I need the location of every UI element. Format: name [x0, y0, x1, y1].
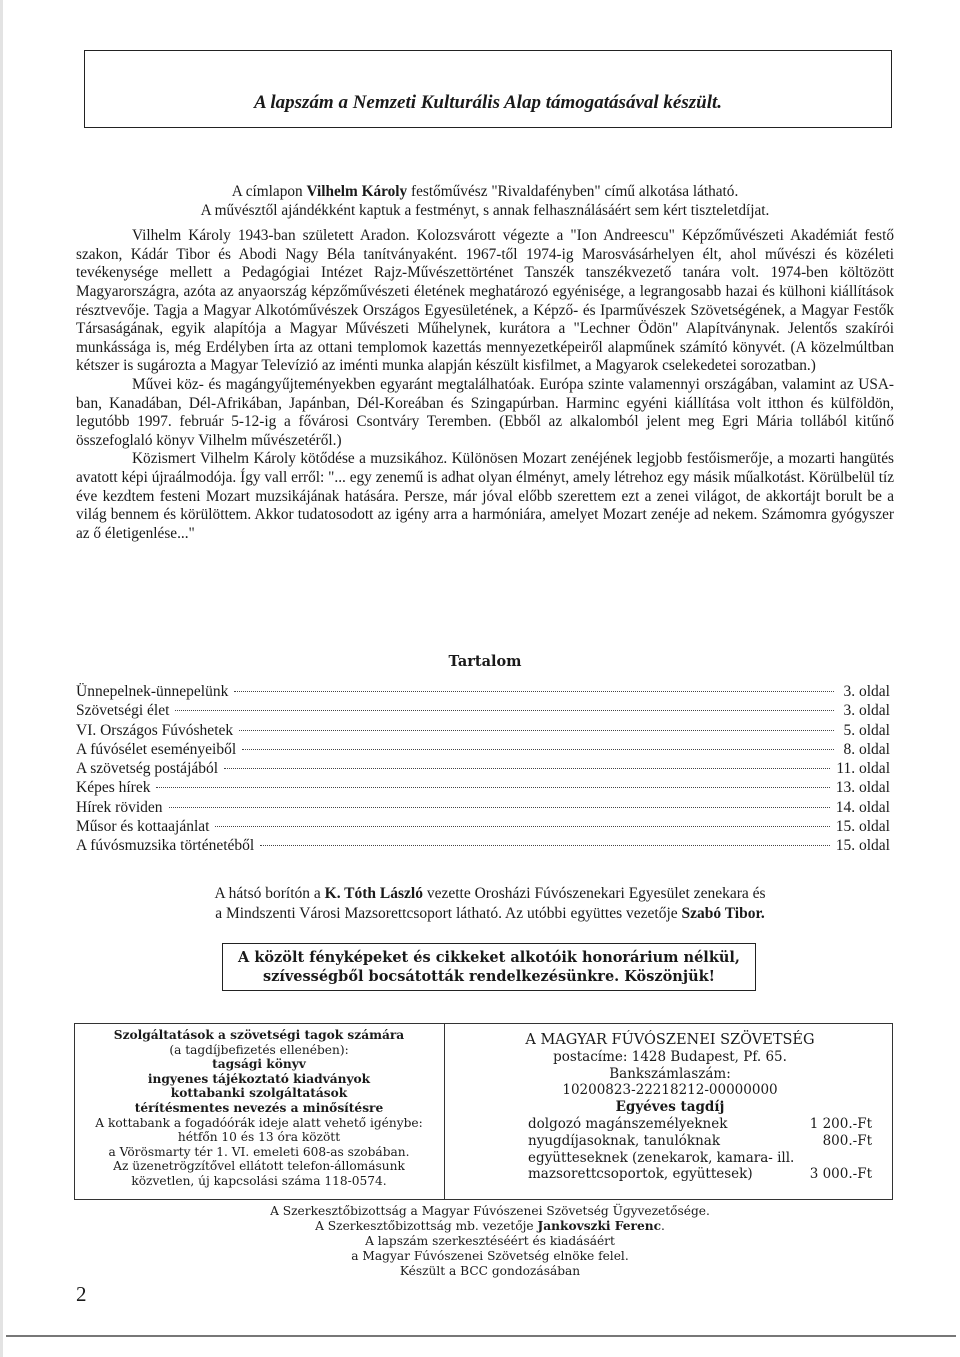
cover-line	[76, 183, 894, 202]
association-panel: A MAGYAR FÚVÓSZENEI SZÖVETSÉG postacíme: 1428 Budapest, Pf. 65. Bankszámlaszám: 10200823-22218212-00000000 Egyéves tagdíj dolgozó magánszemélyeknek 1 200.-Ft nyugdíjasoknak, tanulóknak 800.-Ft együtteseknek (zenekarok, kamara- ill. mazsorettcsoportok, együttesek) 3 000.-Ft	[450, 1032, 890, 1183]
toc-row[interactable]: VI. Országos Fúvóshetek 5. oldal	[76, 721, 890, 739]
scan-edge	[0, 0, 3, 1357]
fee-title: Egyéves tagdíj	[615, 1099, 725, 1116]
toc-row[interactable]: A szövetség postájából 11. oldal	[76, 760, 890, 778]
headline: A lapszám a Nemzeti Kulturális Alap támogatásával készült.	[253, 92, 723, 113]
bank-account: 10200823-22218212-00000000	[562, 1082, 778, 1099]
conductor-name: K. Tóth László	[324, 885, 423, 902]
artist-name: Vilhelm Károly	[306, 183, 408, 200]
toc-row[interactable]: Ünnepelnek-ünnepelünk 3. oldal	[76, 683, 890, 700]
thanks-notice: A közölt fényképeket és cikkeket alkotóik honorárium nélkül, szívességből bocsátották rendelkezésünkre. Köszönjük!	[222, 943, 756, 991]
toc-row[interactable]: Műsor és kottaajánlat 15. oldal	[76, 818, 890, 836]
fee-row: mazsorettcsoportok, együttesek) 3 000.-Ft	[528, 1166, 872, 1183]
service-item: kottabanki szolgáltatások	[170, 1086, 348, 1101]
toc-row[interactable]: Szövetségi élet 3. oldal	[76, 702, 890, 720]
editor-name: Jankovszki Ferenc	[537, 1219, 661, 1233]
back-cover-note: A hátsó borítón a K. Tóth László vezette Orosházi Fúvószenekari Egyesület zenekara és a Mindszenti Városi Mazsorettcsoport látható. Az utóbbi együttes vezetője Szabó Tibor.	[214, 885, 766, 922]
bio-paragraph: Vilhelm Károly 1943-ban született Aradon. Kolozsvárott végezte a "Ion Andreescu" Képzőművészeti Akadémiát festő szakon, Kádár Tibor és Abodi Nagy Béla tanítványaként. 1967-től 1974-ig Marosvásárhelyen élt, ahol művészi és közéleti tevékenysége mellett a Pedagógiai Intézet Rajz-Művészettörténet Tanszék tanszékvezető tanára volt. 1974-ben költözött Magyarországra, azóta az anyaország képzőművészeti életének meghatározó egyénisége, a legrangosabb hazai és külhoni kiállítások résztvevője. Tagja a Magyar Alkotóművészek Országos Egyesületének, a Képző- és Iparművészek Szövetségének, a Magyar Festők Társaságának, egyik alapítója a Magyar Művészeti Műhelynek, kurátora a "Lechner Ödön" Alapítványnak. Jelentős szakírói munkássága is, még Erdélyben írta az ottani templomok kazettás mennyezetképeiről alapműnek számító könyvét. (A közelmúltban kétszer is sugározta a Magyar Televízió az iménti munka alapján készült kisfilmet, a Magyarok cselekedetei sorozatban.)	[76, 227, 894, 375]
fee-row: dolgozó magánszemélyeknek 1 200.-Ft	[528, 1115, 872, 1132]
services-panel: Szolgáltatások a szövetségi tagok számára (a tagdíjbefizetés ellenében): tagsági könyv ingyenes tájékoztató kiadványok kottabanki szolgáltatások térítésmentes nevezés a minősítésre A kottabank a fogadóórák ideje alatt vehető igénybe: hétfőn 10 és 13 óra között a Vörösmarty tér 1. VI. emeleti 608-as szobában. Az üzenetrögzítővel ellátott telefon-állomásunk közvetlen, új kapcsolási száma 118-0574.	[78, 1028, 440, 1189]
toc-title: Tartalom	[448, 653, 522, 670]
association-name: A MAGYAR FÚVÓSZENEI SZÖVETSÉG	[525, 1032, 815, 1048]
toc-row[interactable]: A fúvósmuzsika történetéből 15. oldal	[76, 837, 890, 855]
fee-row: együtteseknek (zenekarok, kamara- ill.	[528, 1149, 795, 1166]
service-item: tagsági könyv	[212, 1057, 306, 1072]
bottom-rule	[6, 1335, 956, 1337]
intro-text	[76, 183, 894, 543]
cover-line-c: festőművész "Rivaldafényben" című alkotása látható.	[407, 183, 739, 200]
gift-line: A művésztől ajándékként kaptuk a festményt, s annak felhasználásáért sem kért tiszteletdíjat.	[200, 201, 770, 219]
editorial-credits: A Szerkesztőbizottság a Magyar Fúvószenei Szövetség Ügyvezetősége. A Szerkesztőbizottság mb. vezetője Jankovszki Ferenc. A lapszám szerkesztéséért és kiadásáért a Magyar Fúvószenei Szövetség elnöke felel. Készült a BCC gondozásában	[270, 1204, 710, 1278]
postal-address: postacíme: 1428 Budapest, Pf. 65.	[553, 1048, 787, 1065]
leader-name: Szabó Tibor.	[681, 905, 765, 922]
services-title: Szolgáltatások a szövetségi tagok számára	[113, 1028, 405, 1042]
fee-row: nyugdíjasoknak, tanulóknak 800.-Ft	[528, 1132, 872, 1149]
toc-row[interactable]: A fúvósélet eseményeiből 8. oldal	[76, 740, 890, 758]
service-item: térítésmentes nevezés a minősítésre	[134, 1100, 384, 1115]
toc-row[interactable]: Képes hírek 13. oldal	[76, 779, 890, 797]
works-paragraph: Művei köz- és magángyűjteményekben egyaránt megtalálhatóak. Európa szinte valamennyi országában, valamint az USA-ban, Kanadában, Dél-Afrikában, Japánban, Dél-Koreában és Szingapúrban. Harminc egyéni kiállítása volt itthon és külföldön, legutóbb 1997. február 5-12-ig a fővárosi Csontváry Teremben. (Ebből az alkalomból jelent meg Egri Mária tollából kitűnő összefoglaló könyv Vilhelm művészetéről.)	[76, 375, 894, 449]
info-box-divider	[444, 1023, 445, 1200]
music-paragraph: Közismert Vilhelm Károly kötődése a muzsikához. Különösen Mozart zenéjének legjobb festőismerője, a mozarti hangütés avatott képi újraálmodója. Így vall erről: "... egy zenemű is adhat olyan élményt, amely létrehoz egy másik műalkotást. Körülbelül tíz éve kezdtem festeni Mozart muzsikájának hatására. Persze, már jóval előbb szerettem ezt a zenei világot, de akkortájt borult be a világ bennem és körülöttem. Akkor tudatosodott az igény arra a harmóniára, amelyet Mozart zenéje ad nekem. Számomra gyógyszer az ő életigenlése..."	[76, 450, 894, 542]
toc-row[interactable]: Hírek röviden 14. oldal	[76, 798, 890, 816]
table-of-contents	[76, 683, 890, 857]
cover-line-a: A címlapon	[231, 183, 307, 200]
headline-frame	[84, 50, 892, 128]
page-number: 2	[76, 1282, 87, 1306]
service-item: ingyenes tájékoztató kiadványok	[147, 1071, 371, 1086]
